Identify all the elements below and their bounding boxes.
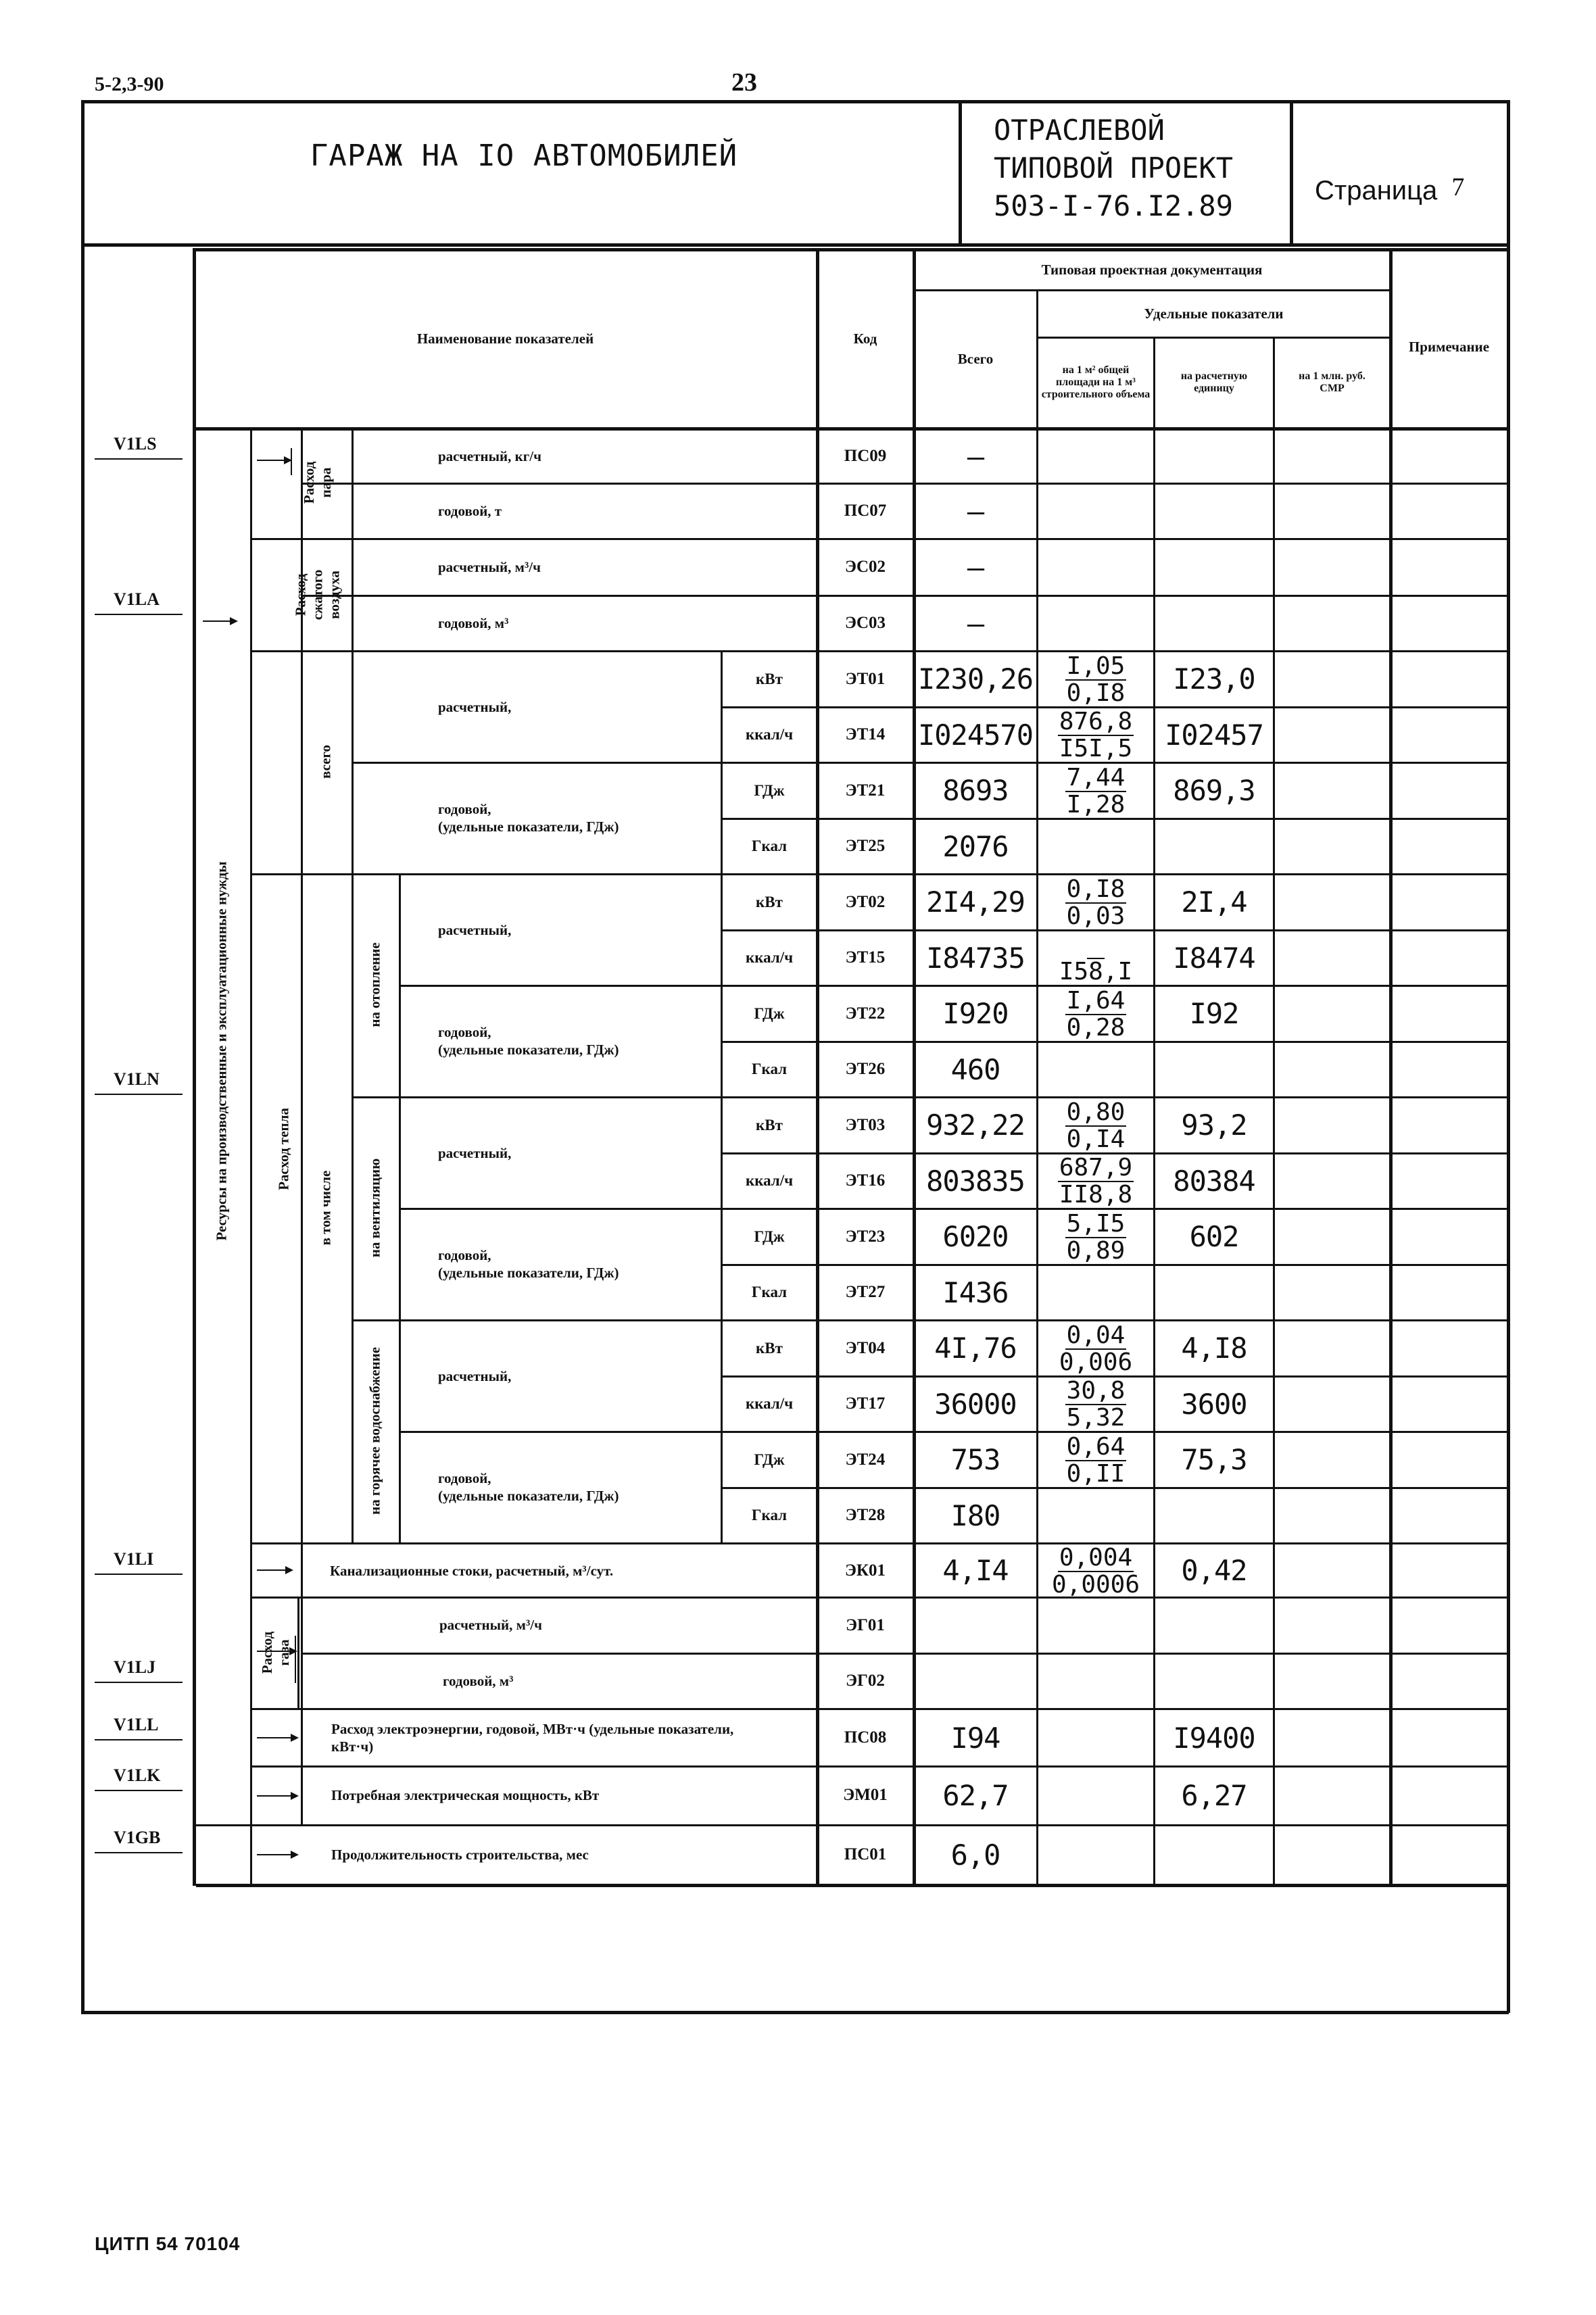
fraction-numerator — [1087, 932, 1105, 959]
row-name: годовой, (удельные показатели, ГДж) — [438, 1470, 619, 1504]
fraction-denominator: 0,II — [1066, 1459, 1126, 1488]
per-unit-cell: I92 — [1189, 997, 1239, 1030]
row-name: расчетный, — [438, 922, 512, 938]
row-marker-line — [95, 1574, 183, 1575]
total-cell: I230,26 — [917, 662, 1033, 696]
project-line-1: ОТРАСЛЕВОЙ — [994, 114, 1165, 147]
total-cell: 6020 — [942, 1220, 1009, 1253]
per-unit-cell — [1155, 1826, 1273, 1884]
total-cell: I94 — [950, 1721, 1000, 1755]
fraction-numerator: 30,8 — [1066, 1377, 1126, 1405]
unit: кВт — [756, 893, 783, 910]
total-cell: 4I,76 — [934, 1332, 1017, 1365]
total-cell: I84735 — [926, 941, 1025, 975]
fraction-denominator: 0,I4 — [1066, 1125, 1126, 1153]
per-unit-cell: I02457 — [1165, 718, 1263, 752]
group-air-label: Расход сжатого воздуха — [292, 569, 343, 620]
unit: ккал/ч — [745, 726, 794, 743]
per-m2-fraction — [1038, 709, 1154, 762]
header-code: Код — [853, 331, 877, 347]
row-name: Расход электроэнергии, годовой, МВт·ч (удельные показатели, кВт·ч) — [331, 1721, 734, 1755]
group-heating-label: на отопление — [366, 942, 383, 1027]
row-marker-line — [95, 1094, 183, 1095]
per-unit-cell: 0,42 — [1181, 1554, 1247, 1587]
code-cell: ЭГ01 — [846, 1615, 885, 1634]
fraction-denominator: 0,0006 — [1051, 1570, 1140, 1599]
unit: ккал/ч — [745, 1172, 794, 1189]
total-cell: 62,7 — [942, 1778, 1009, 1812]
page-label: Страница 7 — [1315, 173, 1465, 205]
fraction-denominator: 0,03 — [1066, 902, 1126, 930]
row-name: расчетный, — [438, 699, 512, 715]
code-cell: ПС08 — [844, 1728, 887, 1747]
group-heat-label: Расход тепла — [275, 1108, 292, 1190]
fraction-denominator: II8,8 — [1059, 1181, 1133, 1209]
code-cell: ЭТ27 — [845, 1283, 886, 1301]
total-cell: 36000 — [934, 1387, 1017, 1421]
total-cell: 6,0 — [950, 1838, 1000, 1872]
row-name: годовой, (удельные показатели, ГДж) — [438, 1247, 619, 1281]
total-cell: – — [967, 494, 984, 528]
fraction-numerator: 0,004 — [1059, 1543, 1133, 1571]
row-marker-label: V1LL — [114, 1715, 159, 1734]
code-cell: ЭТ25 — [845, 837, 886, 855]
code-cell: ЭС02 — [844, 558, 886, 576]
row-marker-label: V1LN — [114, 1069, 160, 1089]
row-marker-label: V1LJ — [114, 1657, 156, 1677]
per-unit-cell — [1155, 539, 1273, 595]
group-steam-label: Расход пара — [301, 461, 334, 504]
group-gas-label: Расход газа — [259, 1631, 292, 1674]
per-m2-fraction — [1038, 1545, 1154, 1598]
per-m2-fraction — [1038, 654, 1154, 706]
header-total: Всего — [957, 351, 994, 367]
per-unit-cell: 93,2 — [1181, 1108, 1247, 1142]
fraction-numerator: 0,04 — [1066, 1321, 1126, 1349]
header-tpd: Типовая проектная документация — [1041, 262, 1263, 278]
fraction-denominator: I5I,5 — [1059, 735, 1133, 762]
fraction-denominator: I58,I — [1059, 958, 1133, 985]
row-name: годовой, т — [438, 503, 502, 519]
fraction-denominator: 0,I8 — [1066, 679, 1126, 707]
code-cell: ЭТ17 — [845, 1394, 886, 1413]
project-line-2: ТИПОВОЙ ПРОЕКТ — [994, 151, 1234, 185]
total-cell: 753 — [950, 1443, 1000, 1476]
unit: ГДж — [754, 1227, 785, 1245]
per-unit-cell — [1155, 1265, 1273, 1319]
per-m2-fraction — [1038, 765, 1154, 818]
code-cell: ЭТ15 — [845, 948, 886, 967]
code-cell: ЭМ01 — [843, 1786, 888, 1804]
total-cell: – — [967, 439, 984, 473]
group-total-label: всего — [317, 744, 334, 779]
project-code — [994, 112, 1233, 225]
code-cell: ЭС03 — [844, 614, 886, 632]
row-marker-label: V1LA — [114, 589, 160, 609]
row-name: Канализационные стоки, расчетный, м³/сут. — [330, 1563, 614, 1579]
per-m2-fraction — [1038, 1378, 1154, 1431]
page-number: 23 — [731, 68, 757, 97]
row-name: расчетный, — [438, 1145, 512, 1161]
code-cell: ЭГ02 — [846, 1672, 885, 1690]
code-cell: ЭТ02 — [845, 892, 886, 911]
unit: Гкал — [751, 1507, 788, 1524]
unit: ккал/ч — [745, 1395, 794, 1412]
fraction-denominator: 5,32 — [1066, 1404, 1126, 1432]
row-name: годовой, (удельные показатели, ГДж) — [438, 1024, 619, 1058]
row-marker-line — [95, 1739, 183, 1740]
row-marker-label: V1LS — [114, 434, 157, 454]
per-m2-fraction — [1038, 1100, 1154, 1152]
fraction-denominator: 0,89 — [1066, 1236, 1126, 1265]
per-unit-cell: 3600 — [1181, 1387, 1247, 1421]
footer-code: ЦИТП 54 70104 — [95, 2233, 241, 2254]
project-line-3: 503-I-76.I2.89 — [994, 189, 1234, 222]
per-unit-cell: 602 — [1189, 1220, 1239, 1253]
per-unit-cell: 2I,4 — [1181, 885, 1247, 919]
row-name: расчетный, — [438, 1368, 512, 1384]
code-cell: ЭТ22 — [845, 1004, 886, 1023]
per-unit-cell: 75,3 — [1181, 1443, 1247, 1476]
per-unit-cell: I8474 — [1173, 941, 1255, 975]
header-specific: Удельные показатели — [1144, 306, 1284, 322]
row-name: годовой, м³ — [438, 615, 509, 631]
total-cell — [915, 1598, 1036, 1653]
row-name: расчетный, кг/ч — [438, 448, 541, 464]
fraction-numerator: 7,44 — [1066, 763, 1126, 791]
code-cell: ПС09 — [844, 447, 887, 465]
total-cell: 460 — [950, 1052, 1000, 1086]
row-marker-label: V1LI — [114, 1549, 154, 1569]
total-cell: I80 — [950, 1498, 1000, 1532]
code-cell: ЭТ14 — [845, 725, 886, 744]
per-unit-cell: I23,0 — [1173, 662, 1255, 696]
row-marker-label: V1LK — [114, 1765, 161, 1785]
code-cell: ЭТ23 — [845, 1227, 886, 1246]
code-cell: ЭТ21 — [845, 781, 886, 800]
total-cell: 2076 — [942, 829, 1009, 863]
per-unit-cell — [1155, 1488, 1273, 1542]
header-per-mln: на 1 млн. руб. СМР — [1299, 370, 1365, 394]
group-ventilation-label: на вентиляцию — [366, 1158, 383, 1258]
unit: Гкал — [751, 1061, 788, 1077]
total-cell: 4,I4 — [942, 1554, 1009, 1587]
group-resources-label: Ресурсы на производственные и эксплуатационные нужды — [213, 861, 230, 1241]
per-unit-cell — [1155, 484, 1273, 538]
unit: Гкал — [751, 837, 788, 854]
unit: ГДж — [754, 781, 785, 799]
total-cell: 803835 — [926, 1164, 1025, 1198]
per-m2-fraction — [1038, 932, 1154, 985]
document-title: ГАРАЖ НА IO АВТОМОБИЛЕЙ — [310, 139, 738, 173]
per-unit-cell: I9400 — [1173, 1721, 1255, 1755]
unit: ГДж — [754, 1451, 785, 1468]
code-cell: ПС07 — [844, 502, 887, 520]
per-unit-cell — [1155, 1042, 1273, 1096]
code-cell: ЭТ03 — [845, 1115, 886, 1134]
total-cell: – — [967, 606, 984, 640]
per-unit-cell: 869,3 — [1173, 774, 1255, 807]
fraction-numerator: 0,64 — [1066, 1432, 1126, 1461]
code-cell: ЭТ01 — [845, 669, 886, 688]
total-cell: I920 — [942, 997, 1009, 1030]
per-unit-cell — [1155, 430, 1273, 483]
per-unit-cell: 4,I8 — [1181, 1332, 1247, 1365]
per-unit-cell — [1155, 596, 1273, 650]
per-m2-fraction — [1038, 1323, 1154, 1375]
per-m2-fraction — [1038, 988, 1154, 1041]
per-unit-cell — [1155, 1598, 1273, 1653]
row-marker-label: V1GB — [114, 1828, 161, 1847]
sheet-code: 5-2,3-90 — [95, 73, 164, 95]
header-note: Примечание — [1408, 339, 1490, 355]
total-cell: 932,22 — [926, 1108, 1025, 1142]
row-name: расчетный, м³/ч — [439, 1617, 542, 1633]
unit: кВт — [756, 1116, 783, 1134]
row-name: годовой, (удельные показатели, ГДж) — [438, 801, 619, 835]
header-name: Наименование показателей — [416, 331, 594, 347]
code-cell: ПС01 — [844, 1845, 887, 1863]
unit: Гкал — [751, 1284, 788, 1300]
unit: кВт — [756, 670, 783, 687]
per-unit-cell: 6,27 — [1181, 1778, 1247, 1812]
total-cell: 2I4,29 — [926, 885, 1025, 919]
code-cell: ЭК01 — [844, 1561, 886, 1580]
fraction-numerator: 5,I5 — [1066, 1209, 1126, 1238]
unit: ГДж — [754, 1004, 785, 1022]
code-cell: ЭТ26 — [845, 1060, 886, 1078]
per-unit-cell: 80384 — [1173, 1164, 1255, 1198]
group-hot-water-label: на горячее водоснабжение — [366, 1346, 383, 1515]
row-marker-line — [95, 458, 183, 460]
unit: кВт — [756, 1339, 783, 1357]
row-name: годовой, м³ — [443, 1673, 514, 1689]
total-cell: 8693 — [942, 774, 1009, 807]
fraction-numerator: 0,I8 — [1066, 875, 1126, 903]
group-incl-label: в том числе — [317, 1170, 334, 1246]
row-marker-line — [95, 1852, 183, 1853]
row-name: расчетный, м³/ч — [438, 559, 541, 575]
code-cell: ЭТ24 — [845, 1450, 886, 1469]
fraction-numerator: 687,9 — [1059, 1154, 1133, 1181]
row-marker-line — [95, 1790, 183, 1791]
code-cell: ЭТ28 — [845, 1506, 886, 1524]
total-cell — [915, 1654, 1036, 1708]
row-name: Потребная электрическая мощность, кВт — [331, 1787, 600, 1803]
per-unit-cell — [1155, 1654, 1273, 1708]
total-cell: I024570 — [917, 718, 1033, 752]
fraction-numerator: 876,8 — [1059, 708, 1133, 735]
row-marker-line — [95, 1682, 183, 1683]
per-m2-fraction — [1038, 877, 1154, 929]
fraction-denominator: 0,006 — [1059, 1348, 1133, 1376]
fraction-numerator: I,05 — [1066, 652, 1126, 680]
code-cell: ЭТ04 — [845, 1338, 886, 1357]
header-per-m2: на 1 м² общей площади на 1 м³ строительного объема — [1041, 364, 1151, 400]
per-m2-fraction — [1038, 1155, 1154, 1208]
per-m2-fraction — [1038, 1211, 1154, 1264]
fraction-numerator: 0,80 — [1066, 1098, 1126, 1126]
total-cell: – — [967, 550, 984, 584]
unit: ккал/ч — [745, 949, 794, 966]
fraction-denominator: 0,28 — [1066, 1013, 1126, 1042]
row-name: Продолжительность строительства, мес — [331, 1847, 589, 1863]
header-per-unit: на расчетную единицу — [1180, 370, 1248, 394]
fraction-denominator: I,28 — [1066, 790, 1126, 819]
fraction-numerator: I,64 — [1066, 986, 1126, 1015]
per-unit-cell — [1155, 819, 1273, 873]
code-cell: ЭТ16 — [845, 1171, 886, 1190]
per-m2-fraction — [1038, 1434, 1154, 1487]
row-marker-line — [95, 614, 183, 615]
total-cell: I436 — [942, 1275, 1009, 1309]
